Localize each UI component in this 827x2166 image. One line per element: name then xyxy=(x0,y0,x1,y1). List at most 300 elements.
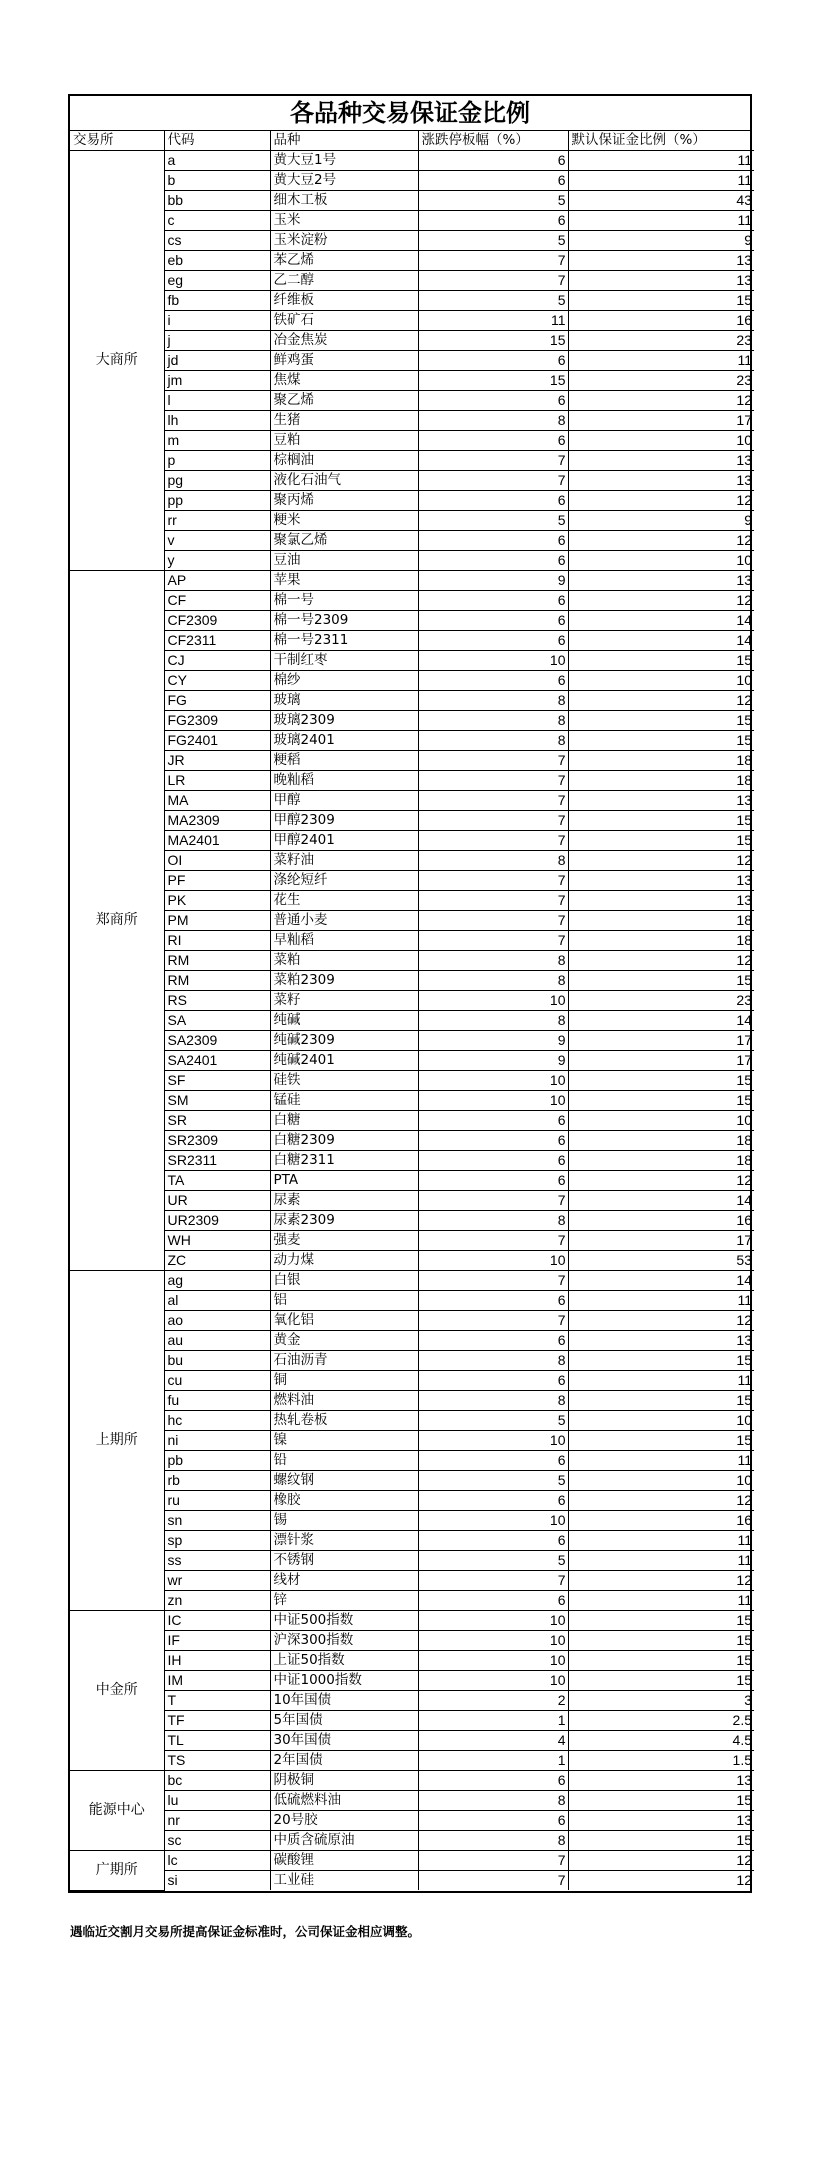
margin-cell: 13 xyxy=(568,891,754,911)
table-row xyxy=(70,1411,754,1431)
code-cell: au xyxy=(164,1331,270,1351)
product-cell: 甲醇2309 xyxy=(270,811,418,831)
product-cell: 30年国债 xyxy=(270,1731,418,1751)
table-row xyxy=(70,1431,754,1451)
margin-cell: 16 xyxy=(568,311,754,331)
margin-cell: 15 xyxy=(568,291,754,311)
table-row xyxy=(70,211,754,231)
code-cell: IM xyxy=(164,1671,270,1691)
margin-cell: 43 xyxy=(568,191,754,211)
margin-cell: 15 xyxy=(568,651,754,671)
table-row xyxy=(70,811,754,831)
code-cell: TS xyxy=(164,1751,270,1771)
table-row xyxy=(70,1271,754,1291)
code-cell: IH xyxy=(164,1651,270,1671)
product-cell: 鲜鸡蛋 xyxy=(270,351,418,371)
product-cell: 液化石油气 xyxy=(270,471,418,491)
product-cell: 焦煤 xyxy=(270,371,418,391)
margin-cell: 15 xyxy=(568,1391,754,1411)
code-cell: SM xyxy=(164,1091,270,1111)
code-cell: IF xyxy=(164,1631,270,1651)
product-cell: 白糖2311 xyxy=(270,1151,418,1171)
limit-cell: 5 xyxy=(418,1411,568,1431)
code-cell: lu xyxy=(164,1791,270,1811)
sheet-title: 各品种交易保证金比例 xyxy=(70,96,750,131)
product-cell: PTA xyxy=(270,1171,418,1191)
code-cell: FG xyxy=(164,691,270,711)
limit-cell: 6 xyxy=(418,391,568,411)
margin-cell: 12 xyxy=(568,1491,754,1511)
margin-table xyxy=(70,131,754,1891)
code-cell: FG2309 xyxy=(164,711,270,731)
code-cell: IC xyxy=(164,1611,270,1631)
product-cell: 锌 xyxy=(270,1591,418,1611)
product-cell: 纯碱2309 xyxy=(270,1031,418,1051)
margin-cell: 12 xyxy=(568,1851,754,1871)
table-row xyxy=(70,871,754,891)
margin-cell: 12 xyxy=(568,851,754,871)
margin-cell: 11 xyxy=(568,1371,754,1391)
code-cell: bb xyxy=(164,191,270,211)
table-row xyxy=(70,1131,754,1151)
product-cell: 早籼稻 xyxy=(270,931,418,951)
exchange-cell: 郑商所 xyxy=(70,571,164,1271)
product-cell: 低硫燃料油 xyxy=(270,1791,418,1811)
table-row xyxy=(70,1191,754,1211)
limit-cell: 6 xyxy=(418,1331,568,1351)
product-cell: 锰硅 xyxy=(270,1091,418,1111)
table-row xyxy=(70,531,754,551)
product-cell: 玉米淀粉 xyxy=(270,231,418,251)
code-cell: ru xyxy=(164,1491,270,1511)
margin-cell: 10 xyxy=(568,551,754,571)
margin-cell: 9 xyxy=(568,231,754,251)
product-cell: 棉一号2309 xyxy=(270,611,418,631)
margin-cell: 15 xyxy=(568,1091,754,1111)
table-row xyxy=(70,991,754,1011)
code-cell: hc xyxy=(164,1411,270,1431)
table-row xyxy=(70,331,754,351)
table-row xyxy=(70,951,754,971)
code-cell: nr xyxy=(164,1811,270,1831)
limit-cell: 8 xyxy=(418,1011,568,1031)
product-cell: 5年国债 xyxy=(270,1711,418,1731)
code-cell: PK xyxy=(164,891,270,911)
table-row xyxy=(70,1391,754,1411)
table-row xyxy=(70,1711,754,1731)
margin-cell: 15 xyxy=(568,711,754,731)
margin-cell: 12 xyxy=(568,531,754,551)
code-cell: y xyxy=(164,551,270,571)
table-row xyxy=(70,1871,754,1891)
limit-cell: 7 xyxy=(418,811,568,831)
code-cell: PM xyxy=(164,911,270,931)
code-cell: rr xyxy=(164,511,270,531)
product-cell: 白银 xyxy=(270,1271,418,1291)
table-row xyxy=(70,1751,754,1771)
margin-cell: 15 xyxy=(568,831,754,851)
limit-cell: 5 xyxy=(418,511,568,531)
code-cell: j xyxy=(164,331,270,351)
limit-cell: 10 xyxy=(418,1611,568,1631)
limit-cell: 8 xyxy=(418,951,568,971)
limit-cell: 6 xyxy=(418,611,568,631)
margin-cell: 11 xyxy=(568,171,754,191)
code-cell: FG2401 xyxy=(164,731,270,751)
product-cell: 苯乙烯 xyxy=(270,251,418,271)
margin-cell: 23 xyxy=(568,371,754,391)
table-row xyxy=(70,891,754,911)
product-cell: 菜粕2309 xyxy=(270,971,418,991)
code-cell: CF2311 xyxy=(164,631,270,651)
limit-cell: 4 xyxy=(418,1731,568,1751)
limit-cell: 6 xyxy=(418,1531,568,1551)
limit-cell: 7 xyxy=(418,1871,568,1891)
margin-cell: 13 xyxy=(568,1331,754,1351)
product-cell: 2年国债 xyxy=(270,1751,418,1771)
margin-cell: 10 xyxy=(568,431,754,451)
table-row xyxy=(70,1611,754,1631)
product-cell: 菜籽 xyxy=(270,991,418,1011)
table-row xyxy=(70,931,754,951)
product-cell: 橡胶 xyxy=(270,1491,418,1511)
limit-cell: 6 xyxy=(418,351,568,371)
table-row xyxy=(70,271,754,291)
code-cell: lc xyxy=(164,1851,270,1871)
table-row xyxy=(70,911,754,931)
product-cell: 黄大豆2号 xyxy=(270,171,418,191)
product-cell: 锡 xyxy=(270,1511,418,1531)
limit-cell: 8 xyxy=(418,851,568,871)
margin-cell: 23 xyxy=(568,991,754,1011)
code-cell: cs xyxy=(164,231,270,251)
code-cell: JR xyxy=(164,751,270,771)
limit-cell: 5 xyxy=(418,1551,568,1571)
code-cell: SA2309 xyxy=(164,1031,270,1051)
product-cell: 20号胶 xyxy=(270,1811,418,1831)
product-cell: 花生 xyxy=(270,891,418,911)
limit-cell: 10 xyxy=(418,1511,568,1531)
product-cell: 玻璃2309 xyxy=(270,711,418,731)
product-cell: 碳酸锂 xyxy=(270,1851,418,1871)
code-cell: p xyxy=(164,451,270,471)
code-cell: lh xyxy=(164,411,270,431)
product-cell: 漂针浆 xyxy=(270,1531,418,1551)
limit-cell: 10 xyxy=(418,1091,568,1111)
limit-cell: 7 xyxy=(418,871,568,891)
limit-cell: 7 xyxy=(418,451,568,471)
product-cell: 铜 xyxy=(270,1371,418,1391)
table-row xyxy=(70,1171,754,1191)
product-cell: 尿素2309 xyxy=(270,1211,418,1231)
code-cell: UR2309 xyxy=(164,1211,270,1231)
code-cell: LR xyxy=(164,771,270,791)
code-cell: AP xyxy=(164,571,270,591)
table-row xyxy=(70,1331,754,1351)
limit-cell: 7 xyxy=(418,911,568,931)
limit-cell: 6 xyxy=(418,1291,568,1311)
margin-cell: 18 xyxy=(568,1151,754,1171)
limit-cell: 1 xyxy=(418,1751,568,1771)
margin-cell: 14 xyxy=(568,631,754,651)
table-row xyxy=(70,1111,754,1131)
code-cell: m xyxy=(164,431,270,451)
table-row xyxy=(70,371,754,391)
product-cell: 阴极铜 xyxy=(270,1771,418,1791)
limit-cell: 9 xyxy=(418,1031,568,1051)
table-row xyxy=(70,1291,754,1311)
code-cell: fb xyxy=(164,291,270,311)
product-cell: 镍 xyxy=(270,1431,418,1451)
product-cell: 中质含硫原油 xyxy=(270,1831,418,1851)
margin-cell: 12 xyxy=(568,691,754,711)
code-cell: bc xyxy=(164,1771,270,1791)
code-cell: ao xyxy=(164,1311,270,1331)
table-row xyxy=(70,1211,754,1231)
margin-cell: 3 xyxy=(568,1691,754,1711)
limit-cell: 8 xyxy=(418,971,568,991)
product-cell: 动力煤 xyxy=(270,1251,418,1271)
margin-cell: 12 xyxy=(568,1311,754,1331)
product-cell: 线材 xyxy=(270,1571,418,1591)
limit-cell: 5 xyxy=(418,291,568,311)
table-row xyxy=(70,1371,754,1391)
margin-cell: 18 xyxy=(568,931,754,951)
margin-table-body xyxy=(70,131,754,1890)
margin-cell: 14 xyxy=(568,1271,754,1291)
margin-cell: 14 xyxy=(568,611,754,631)
table-row xyxy=(70,471,754,491)
code-cell: RM xyxy=(164,951,270,971)
limit-cell: 8 xyxy=(418,1211,568,1231)
product-cell: 上证50指数 xyxy=(270,1651,418,1671)
limit-cell: 6 xyxy=(418,671,568,691)
margin-cell: 18 xyxy=(568,1131,754,1151)
margin-cell: 16 xyxy=(568,1511,754,1531)
product-cell: 棉纱 xyxy=(270,671,418,691)
table-row xyxy=(70,671,754,691)
code-cell: RS xyxy=(164,991,270,1011)
margin-cell: 10 xyxy=(568,671,754,691)
limit-cell: 6 xyxy=(418,1131,568,1151)
limit-cell: 6 xyxy=(418,551,568,571)
header-exchange: 交易所 xyxy=(70,131,164,151)
margin-cell: 15 xyxy=(568,1611,754,1631)
margin-cell: 9 xyxy=(568,511,754,531)
code-cell: MA xyxy=(164,791,270,811)
limit-cell: 7 xyxy=(418,251,568,271)
table-row xyxy=(70,431,754,451)
margin-cell: 17 xyxy=(568,411,754,431)
code-cell: ag xyxy=(164,1271,270,1291)
table-row xyxy=(70,231,754,251)
table-row xyxy=(70,1531,754,1551)
margin-cell: 13 xyxy=(568,451,754,471)
margin-cell: 18 xyxy=(568,911,754,931)
limit-cell: 7 xyxy=(418,1231,568,1251)
table-row xyxy=(70,1651,754,1671)
limit-cell: 7 xyxy=(418,931,568,951)
limit-cell: 6 xyxy=(418,151,568,171)
margin-cell: 15 xyxy=(568,1431,754,1451)
margin-cell: 15 xyxy=(568,1071,754,1091)
limit-cell: 8 xyxy=(418,711,568,731)
table-row xyxy=(70,1471,754,1491)
table-row xyxy=(70,1691,754,1711)
code-cell: MA2309 xyxy=(164,811,270,831)
code-cell: ZC xyxy=(164,1251,270,1271)
product-cell: 10年国债 xyxy=(270,1691,418,1711)
code-cell: b xyxy=(164,171,270,191)
limit-cell: 6 xyxy=(418,1811,568,1831)
margin-cell: 17 xyxy=(568,1031,754,1051)
table-row xyxy=(70,971,754,991)
product-cell: 粳稻 xyxy=(270,751,418,771)
product-cell: 黄金 xyxy=(270,1331,418,1351)
table-row xyxy=(70,1591,754,1611)
product-cell: 乙二醇 xyxy=(270,271,418,291)
code-cell: ss xyxy=(164,1551,270,1571)
product-cell: 氧化铝 xyxy=(270,1311,418,1331)
table-row xyxy=(70,1011,754,1031)
code-cell: zn xyxy=(164,1591,270,1611)
product-cell: 棉一号 xyxy=(270,591,418,611)
table-row xyxy=(70,1851,754,1871)
product-cell: 细木工板 xyxy=(270,191,418,211)
table-row xyxy=(70,171,754,191)
table-row xyxy=(70,391,754,411)
table-row xyxy=(70,511,754,531)
exchange-cell: 能源中心 xyxy=(70,1771,164,1851)
limit-cell: 7 xyxy=(418,831,568,851)
product-cell: 菜粕 xyxy=(270,951,418,971)
table-row xyxy=(70,551,754,571)
margin-cell: 17 xyxy=(568,1051,754,1071)
table-row xyxy=(70,631,754,651)
margin-cell: 13 xyxy=(568,251,754,271)
margin-cell: 12 xyxy=(568,491,754,511)
header-margin: 默认保证金比例（%） xyxy=(568,131,754,151)
code-cell: WH xyxy=(164,1231,270,1251)
margin-cell: 15 xyxy=(568,731,754,751)
limit-cell: 10 xyxy=(418,1071,568,1091)
margin-cell: 15 xyxy=(568,1831,754,1851)
product-cell: 硅铁 xyxy=(270,1071,418,1091)
table-row xyxy=(70,1351,754,1371)
code-cell: si xyxy=(164,1871,270,1891)
table-row xyxy=(70,591,754,611)
margin-cell: 15 xyxy=(568,1671,754,1691)
footer-note: 遇临近交割月交易所提高保证金标准时，公司保证金相应调整。 xyxy=(70,1924,421,1939)
exchange-cell: 中金所 xyxy=(70,1611,164,1771)
limit-cell: 8 xyxy=(418,1391,568,1411)
margin-cell: 16 xyxy=(568,1211,754,1231)
code-cell: cu xyxy=(164,1371,270,1391)
margin-cell: 12 xyxy=(568,1171,754,1191)
limit-cell: 8 xyxy=(418,1351,568,1371)
margin-cell: 11 xyxy=(568,1591,754,1611)
limit-cell: 5 xyxy=(418,231,568,251)
table-row xyxy=(70,1791,754,1811)
code-cell: OI xyxy=(164,851,270,871)
table-row xyxy=(70,351,754,371)
margin-cell: 23 xyxy=(568,331,754,351)
table-row xyxy=(70,491,754,511)
product-cell: 玉米 xyxy=(270,211,418,231)
limit-cell: 11 xyxy=(418,311,568,331)
limit-cell: 6 xyxy=(418,1371,568,1391)
limit-cell: 5 xyxy=(418,1471,568,1491)
limit-cell: 6 xyxy=(418,1451,568,1471)
code-cell: SA xyxy=(164,1011,270,1031)
product-cell: 甲醇 xyxy=(270,791,418,811)
limit-cell: 10 xyxy=(418,1651,568,1671)
table-row xyxy=(70,1811,754,1831)
limit-cell: 8 xyxy=(418,691,568,711)
margin-cell: 17 xyxy=(568,1231,754,1251)
code-cell: pp xyxy=(164,491,270,511)
table-row xyxy=(70,411,754,431)
code-cell: T xyxy=(164,1691,270,1711)
product-cell: 沪深300指数 xyxy=(270,1631,418,1651)
margin-cell: 13 xyxy=(568,471,754,491)
product-cell: 白糖2309 xyxy=(270,1131,418,1151)
code-cell: jm xyxy=(164,371,270,391)
code-cell: rb xyxy=(164,1471,270,1491)
margin-cell: 14 xyxy=(568,1191,754,1211)
margin-cell: 13 xyxy=(568,791,754,811)
table-row xyxy=(70,1831,754,1851)
limit-cell: 10 xyxy=(418,651,568,671)
margin-cell: 15 xyxy=(568,1791,754,1811)
limit-cell: 5 xyxy=(418,191,568,211)
code-cell: UR xyxy=(164,1191,270,1211)
product-cell: 聚丙烯 xyxy=(270,491,418,511)
limit-cell: 1 xyxy=(418,1711,568,1731)
product-cell: 玻璃 xyxy=(270,691,418,711)
product-cell: 豆粕 xyxy=(270,431,418,451)
margin-table-sheet xyxy=(68,94,752,1893)
code-cell: a xyxy=(164,151,270,171)
exchange-cell: 广期所 xyxy=(70,1851,164,1891)
limit-cell: 15 xyxy=(418,331,568,351)
code-cell: SR2309 xyxy=(164,1131,270,1151)
margin-cell: 15 xyxy=(568,971,754,991)
limit-cell: 7 xyxy=(418,1311,568,1331)
table-row xyxy=(70,831,754,851)
header-row xyxy=(70,131,754,151)
product-cell: 玻璃2401 xyxy=(270,731,418,751)
product-cell: 工业硅 xyxy=(270,1871,418,1891)
product-cell: 纯碱 xyxy=(270,1011,418,1031)
code-cell: c xyxy=(164,211,270,231)
code-cell: sp xyxy=(164,1531,270,1551)
limit-cell: 7 xyxy=(418,891,568,911)
product-cell: 涤纶短纤 xyxy=(270,871,418,891)
table-row xyxy=(70,731,754,751)
product-cell: 苹果 xyxy=(270,571,418,591)
limit-cell: 6 xyxy=(418,631,568,651)
code-cell: sn xyxy=(164,1511,270,1531)
margin-cell: 10 xyxy=(568,1111,754,1131)
margin-cell: 1.5 xyxy=(568,1751,754,1771)
table-row xyxy=(70,1051,754,1071)
margin-cell: 15 xyxy=(568,811,754,831)
limit-cell: 15 xyxy=(418,371,568,391)
limit-cell: 7 xyxy=(418,1191,568,1211)
product-cell: 中证1000指数 xyxy=(270,1671,418,1691)
header-product: 品种 xyxy=(270,131,418,151)
